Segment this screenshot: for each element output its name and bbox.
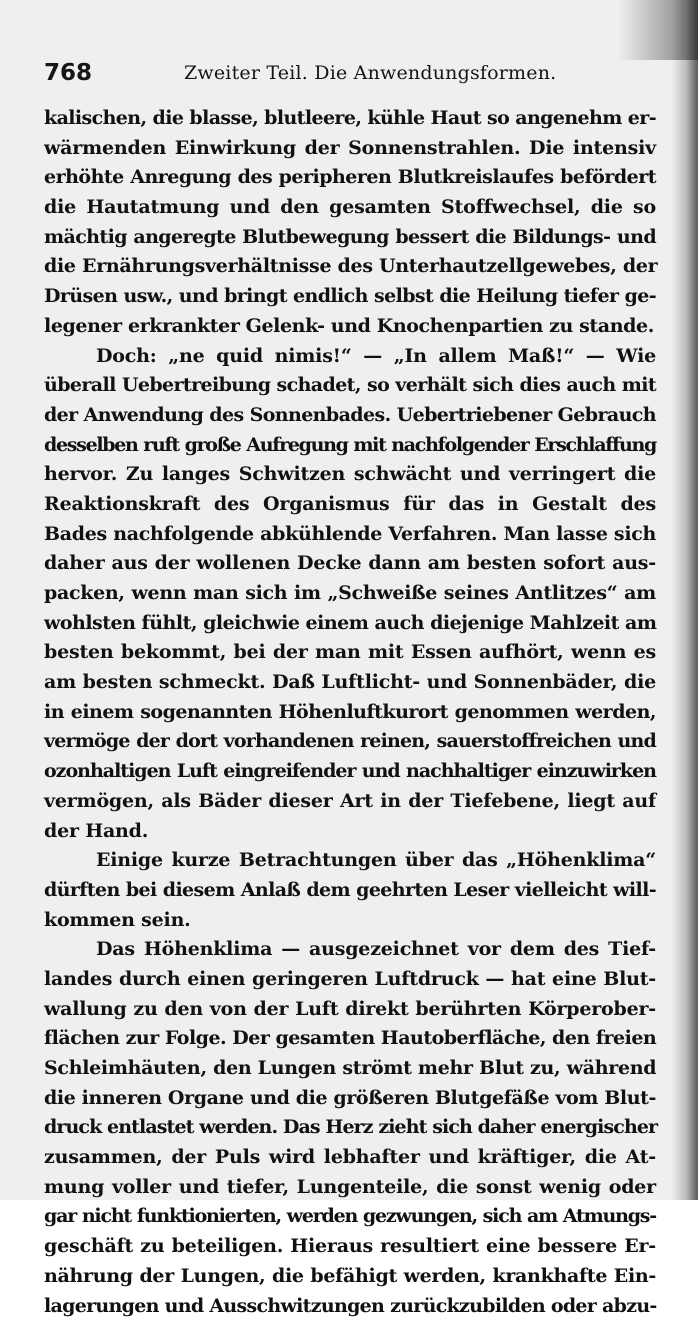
text-line: landes durch einen geringeren Luftdruck — hat eine Blut-: [44, 965, 656, 995]
text-line: vermöge der dort vorhandenen reinen, sauerstoffreichen und: [44, 727, 656, 757]
text-line: zusammen, der Puls wird lebhafter und kräftiger, die At-: [44, 1143, 656, 1173]
page-header: [44, 58, 654, 92]
text-line: legener erkrankter Gelenk- und Knochenpartien zu stande.: [44, 312, 656, 342]
text-line: Reaktionskraft des Organismus für das in Gestalt des: [44, 490, 656, 520]
text-line: überall Uebertreibung schadet, so verhält sich dies auch mit: [44, 371, 656, 401]
text-line: kalischen, die blasse, blutleere, kühle Haut so angenehm er-: [44, 104, 656, 134]
text-line: Einige kurze Betrachtungen über das „Höhenklima“: [44, 846, 656, 876]
text-line: mächtig angeregte Blutbewegung bessert die Bildungs- und: [44, 223, 656, 253]
text-line: dürften bei diesem Anlaß dem geehrten Leser vielleicht will-: [44, 876, 656, 906]
text-line: desselben ruft große Aufregung mit nachfolgender Erschlaffung: [44, 431, 656, 461]
text-line: nährung der Lungen, die befähigt werden, krankhafte Ein-: [44, 1262, 656, 1292]
text-line: hervor. Zu langes Schwitzen schwächt und verringert die: [44, 460, 656, 490]
text-line: flächen zur Folge. Der gesamten Hautoberfläche, den freien: [44, 1024, 656, 1054]
running-head: Zweiter Teil. Die Anwendungsformen.: [184, 62, 556, 84]
text-line: der Anwendung des Sonnenbades. Uebertriebener Gebrauch: [44, 401, 656, 431]
text-line: erhöhte Anregung des peripheren Blutkreislaufes befördert: [44, 163, 656, 193]
text-line: die inneren Organe und die größeren Blutgefäße vom Blut-: [44, 1084, 656, 1114]
text-line: wallung zu den von der Luft direkt berührten Körperober-: [44, 995, 656, 1025]
body-text: [44, 104, 656, 1321]
text-line: Drüsen usw., und bringt endlich selbst die Heilung tiefer ge-: [44, 282, 656, 312]
text-line: gar nicht funktionierten, werden gezwungen, sich am Atmungs-: [44, 1202, 656, 1232]
page-number: 768: [44, 60, 92, 86]
text-line: ozonhaltigen Luft eingreifender und nachhaltiger einzuwirken: [44, 757, 656, 787]
text-line: am besten schmeckt. Daß Luftlicht- und Sonnenbäder, die: [44, 668, 656, 698]
text-line: vermögen, als Bäder dieser Art in der Tiefebene, liegt auf: [44, 787, 656, 817]
text-line: Schleimhäuten, den Lungen strömt mehr Blut zu, während: [44, 1054, 656, 1084]
text-line: geschäft zu beteiligen. Hieraus resultiert eine bessere Er-: [44, 1232, 656, 1262]
text-line: die Hautatmung und den gesamten Stoffwechsel, die so: [44, 193, 656, 223]
page-corner-shadow: [618, 0, 698, 60]
text-line: Doch: „ne quid nimis!“ — „In allem Maß!“ — Wie: [44, 342, 656, 372]
text-line: die Ernährungsverhältnisse des Unterhautzellgewebes, der: [44, 252, 656, 282]
text-line: besten bekommt, bei der man mit Essen aufhört, wenn es: [44, 638, 656, 668]
text-line: Das Höhenklima — ausgezeichnet vor dem des Tief-: [44, 935, 656, 965]
text-line: wärmenden Einwirkung der Sonnenstrahlen. Die intensiv: [44, 134, 656, 164]
text-line: mung voller und tiefer, Lungenteile, die sonst wenig oder: [44, 1173, 656, 1203]
text-line: lagerungen und Ausschwitzungen zurückzubilden oder abzu-: [44, 1292, 656, 1321]
text-line: daher aus der wollenen Decke dann am besten sofort aus-: [44, 549, 656, 579]
text-line: der Hand.: [44, 817, 656, 847]
text-line: druck entlastet werden. Das Herz zieht sich daher energischer: [44, 1113, 656, 1143]
text-line: kommen sein.: [44, 906, 656, 936]
text-line: wohlsten fühlt, gleichwie einem auch diejenige Mahlzeit am: [44, 609, 656, 639]
text-line: Bades nachfolgende abkühlende Verfahren. Man lasse sich: [44, 520, 656, 550]
text-line: packen, wenn man sich im „Schweiße seines Antlitzes“ am: [44, 579, 656, 609]
page-edge-shadow: [672, 0, 698, 1200]
text-line: in einem sogenannten Höhenluftkurort genommen werden,: [44, 698, 656, 728]
